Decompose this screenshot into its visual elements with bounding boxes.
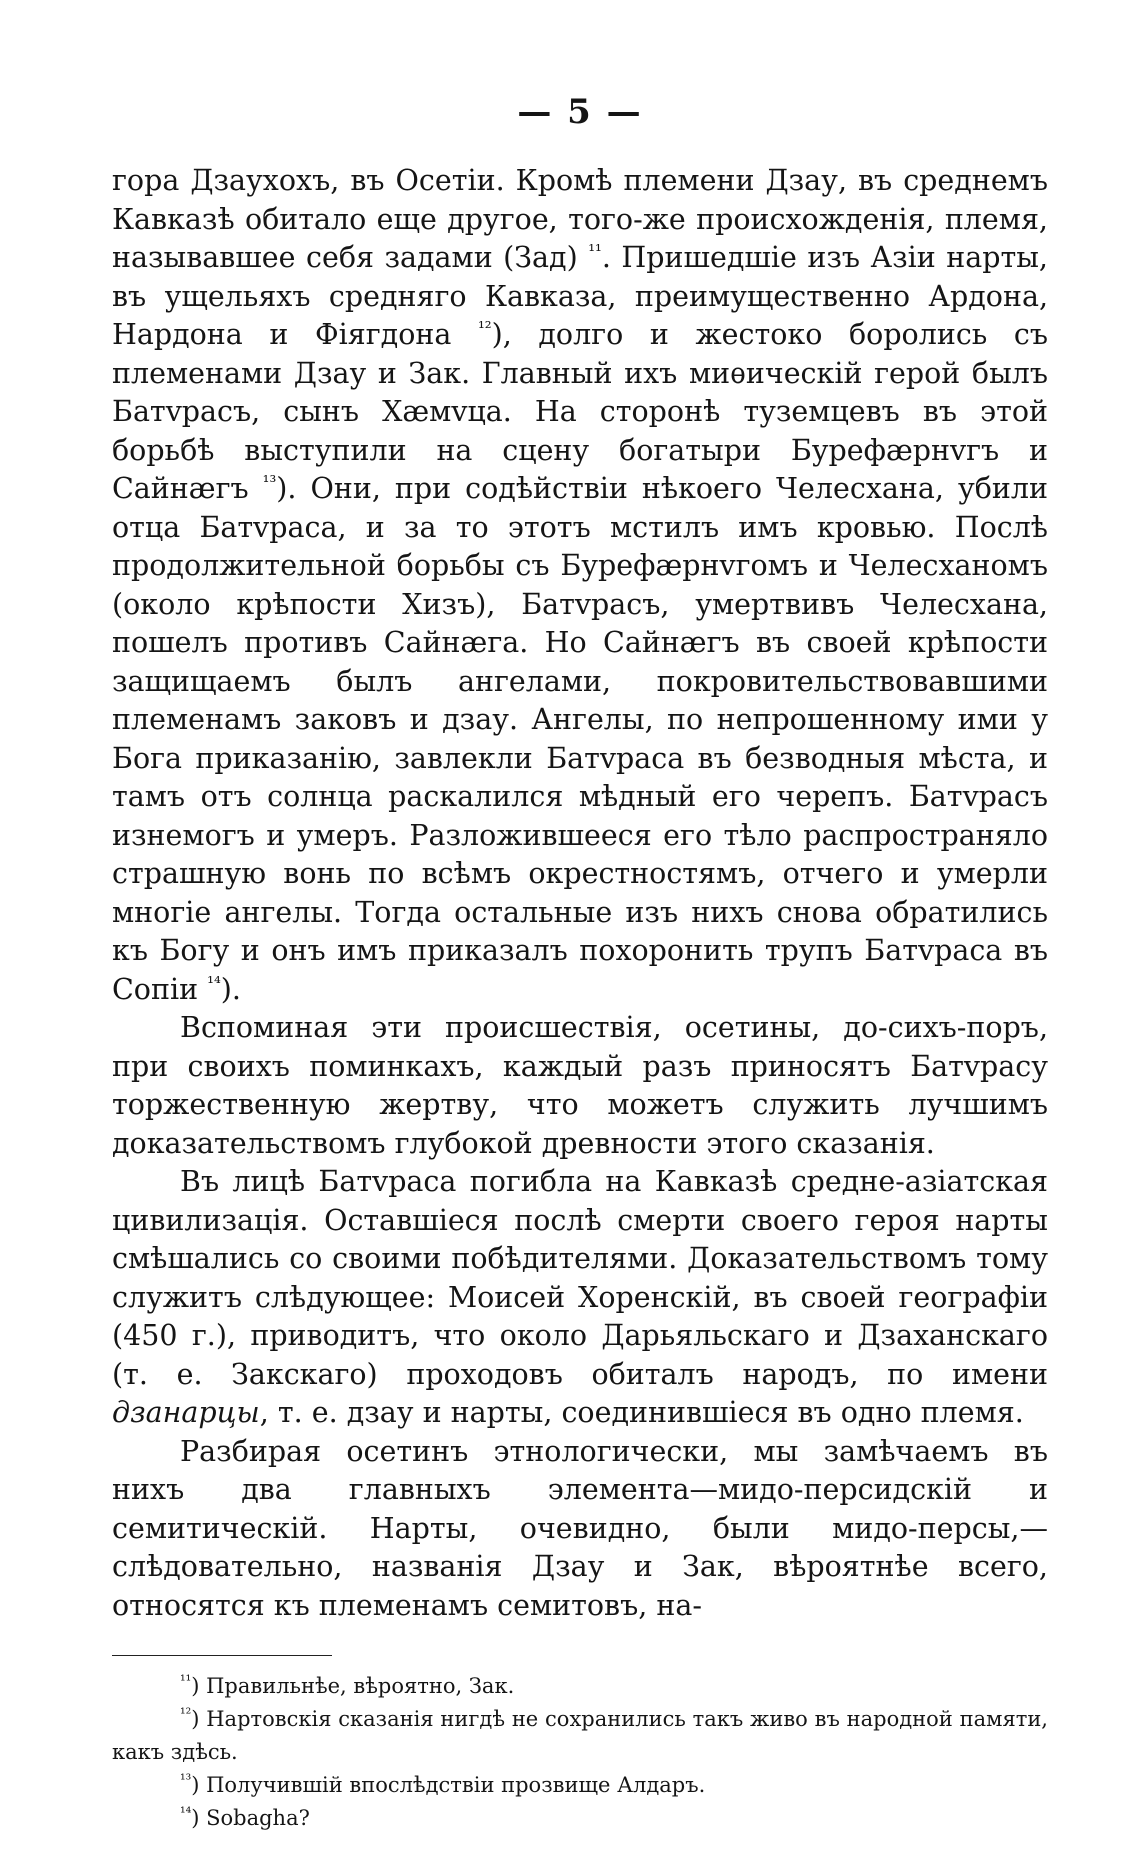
footnote-14	[112, 1802, 1048, 1835]
page-number: — 5 —	[517, 92, 643, 132]
footnote-ref: ¹⁴	[207, 973, 221, 993]
footnote-mark: ¹³	[180, 1772, 192, 1788]
footnote-text: ) Правильнѣе, вѣроятно, Зак.	[191, 1674, 515, 1698]
text-segment: Въ лицѣ Батvраса погибла на Кавказѣ средне-азіатская цивилизація. Оставшіеся послѣ смерти своего героя нарты смѣшались со своими побѣдителями. Доказательствомъ тому служитъ слѣдующее: Моисей Хоренскій, въ своей географіи (450 г.), приводитъ, что около Дарьяльскаго и Дзаханскаго (т. е. Закскаго) проходовъ обиталъ народъ, по имени	[112, 1165, 1048, 1391]
footnotes	[112, 1670, 1048, 1835]
footnote-mark: ¹¹	[180, 1673, 192, 1689]
footnote-mark: ¹²	[180, 1706, 192, 1722]
footnote-12	[112, 1703, 1048, 1769]
paragraph-3	[112, 1163, 1048, 1433]
footnote-ref: ¹³	[262, 472, 277, 493]
text-segment: . Пришедшіе изъ Азіи нарты, въ ущельяхъ средняго Кавказа, преимущественно Ардона, Нардона и Фіягдона	[112, 241, 1048, 351]
footnote-text: ) Нартовскія сказанія нигдѣ не сохранились такъ живо въ народной памяти, какъ здѣсь.	[112, 1707, 1048, 1764]
document-page	[112, 90, 1048, 1850]
paragraph-1	[112, 162, 1048, 1009]
footnote-ref: ¹¹	[588, 241, 602, 262]
text-segment: Разбирая осетинъ этнологически, мы замѣчаемъ въ нихъ два главныхъ элемента—мидо-персидскій и семитическій. Нарты, очевидно, были мидо-персы,—слѣдовательно, названія Дзау и Зак, вѣроятнѣе всего, относятся къ племенамъ семитовъ, на-	[112, 1434, 1048, 1622]
footnote-divider	[112, 1655, 332, 1656]
text-segment: , т. е. дзау и нарты, соединившіеся въ одно племя.	[259, 1396, 1024, 1429]
footnote-text: ) Получившій впослѣдствіи прозвище Алдаръ.	[191, 1773, 706, 1797]
paragraph-4	[112, 1433, 1048, 1626]
text-segment: ).	[220, 972, 241, 1006]
emphasized-text: дзанарцы	[112, 1396, 260, 1429]
footnote-11	[112, 1670, 1048, 1703]
footnote-ref: ¹²	[477, 318, 492, 339]
text-segment: ). Они, при содѣйствіи нѣкоего Челесхана, убили отца Батvраса, и за то этотъ мстилъ имъ кровью. Послѣ продолжительной борьбы съ Бурефæрнvгомъ и Челесханомъ (около крѣпости Хизъ), Батvрасъ, умертвивъ Челесхана, пошелъ противъ Сайнæга. Но Сайнæгъ въ своей крѣпости защищаемъ былъ ангелами, покровительствовавшими племенамъ заковъ и дзау. Ангелы, по непрошенному ими у Бога приказанію, завлекли Батvраса въ безводныя мѣста, и тамъ отъ солнца раскалился мѣдный его черепъ. Батvрасъ изнемогъ и умеръ. Разложившееся его тѣло распространяло страшную вонь по всѣмъ окрестностямъ, отчего и умерли многіе ангелы. Тогда остальные изъ нихъ снова обратились къ Богу и онъ имъ приказалъ похоронить трупъ Батvраса въ Сопіи	[112, 472, 1048, 1006]
text-segment: Вспоминая эти происшествія, осетины, до-сихъ-поръ, при своихъ поминкахъ, каждый разъ приносятъ Батvрасу торжественную жертву, что можетъ служить лучшимъ доказательствомъ глубокой древности этого сказанія.	[112, 1011, 1048, 1160]
body-text	[112, 162, 1048, 1625]
footnote-text: ) Sobagha?	[191, 1806, 310, 1830]
text-segment: ), долго и жестоко боролись съ племенами Дзау и Зак. Главный ихъ миѳическій герой былъ Батvрасъ, сынъ Хæмvца. На сторонѣ туземцевъ въ этой борьбѣ выступили на сцену богатыри Бурефæрнvгъ и Сайнæгъ	[112, 318, 1048, 505]
footnote-mark: ¹⁴	[180, 1805, 192, 1821]
text-segment: гора Дзаухохъ, въ Осетіи. Кромѣ племени Дзау, въ среднемъ Кавказѣ обитало еще другое, того-же происхожденія, племя, называвшее себя задами (Зад)	[112, 164, 1048, 274]
footnote-13	[112, 1769, 1048, 1802]
paragraph-2	[112, 1009, 1048, 1163]
